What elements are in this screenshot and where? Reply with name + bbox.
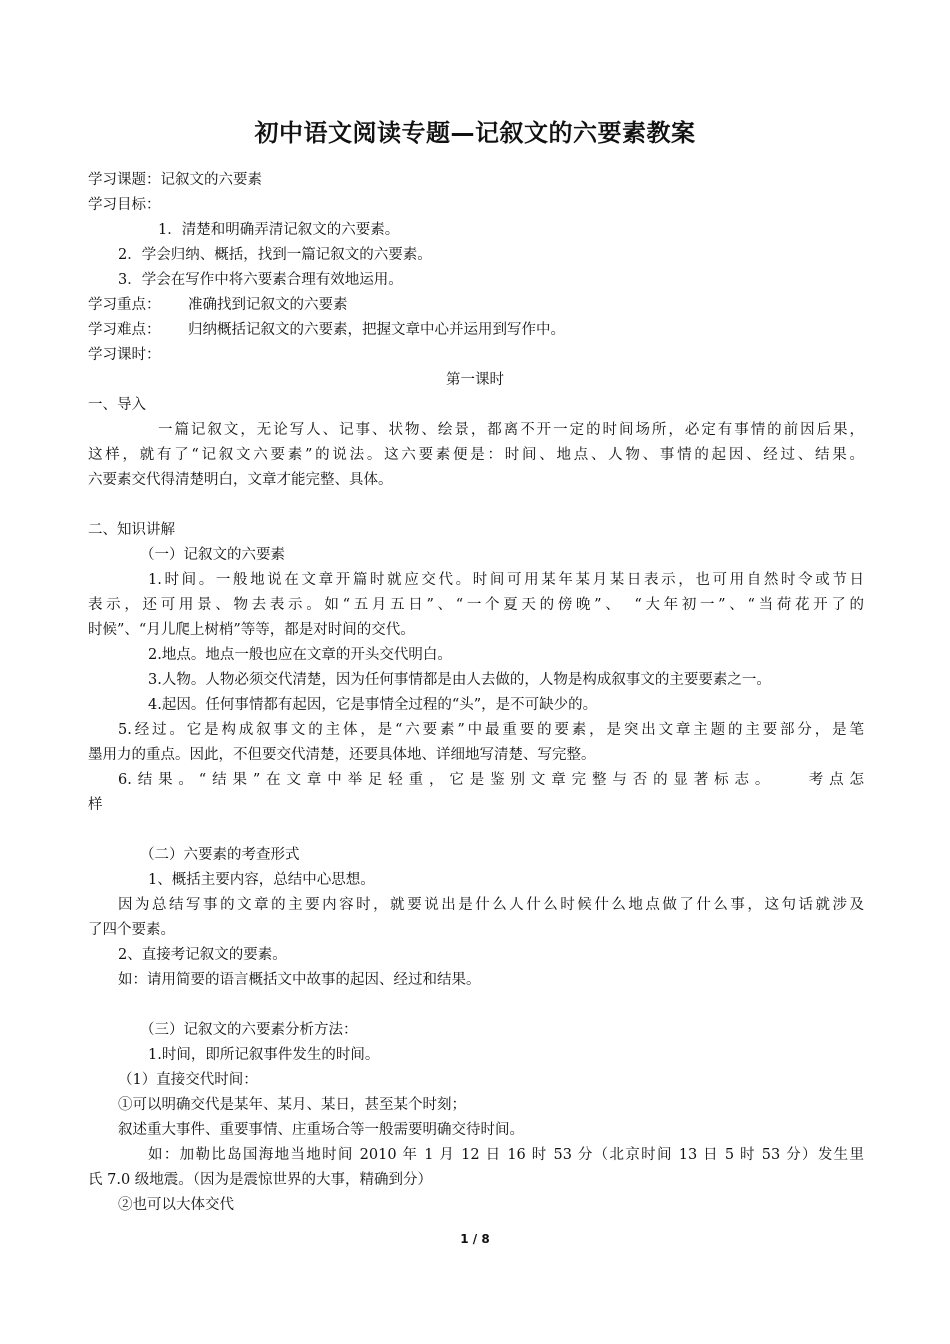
text-line: 2、直接考记叙文的要素。: [118, 947, 287, 963]
document-title: 初中语文阅读专题—记叙文的六要素教案: [254, 119, 696, 147]
text-line: 2．学会归纳、概括，找到一篇记叙文的六要素。: [118, 247, 432, 263]
text-line: 如：请用简要的语言概括文中故事的起因、经过和结果。: [118, 972, 481, 988]
subsection-heading: （三）记叙文的六要素分析方法：: [140, 1022, 358, 1038]
section-heading: 一、导入: [88, 397, 146, 413]
difficulty-line: [88, 320, 565, 340]
text-line: 时候”、“月儿爬上树梢”等等，都是对时间的交代。: [88, 622, 415, 638]
text-line: 1．清楚和明确弄清记叙文的六要素。: [158, 222, 400, 238]
text-line: 1.时间，即所记叙事件发生的时间。: [148, 1047, 380, 1063]
text-line: 氏 7.0 级地震。（因为是震惊世界的大事，精确到分）: [88, 1172, 433, 1188]
text-line: 1、概括主要内容，总结中心思想。: [148, 872, 375, 888]
text-line: 墨用力的重点。因此，不但要交代清楚，还要具体地、详细地写清楚、写完整。: [88, 747, 596, 763]
text-line: 样: [88, 797, 103, 813]
text-line: 2.地点。地点一般也应在文章的开头交代明白。: [148, 647, 452, 663]
text-line: 叙述重大事件、重要事情、庄重场合等一般需要明确交待时间。: [118, 1122, 524, 1138]
text-line: 学习课时：: [88, 347, 161, 363]
text-line: 1.时间。一般地说在文章开篇时就应交代。时间可用某年某月某日表示，也可用自然时令或节日: [148, 572, 864, 588]
text-line: 一篇记叙文，无论写人、记事、状物、绘景，都离不开一定的时间场所，必定有事情的前因后果，: [158, 422, 864, 438]
text-line: 表示，还可用景、物去表示。如“五月五日”、“一个夏天的傍晚”、 “大年初一”、“当荷花开了的: [88, 597, 864, 613]
text-line: （1）直接交代时间：: [118, 1072, 258, 1088]
text-line: 学习目标：: [88, 197, 161, 213]
text-line: 6.结果。“结果”在文章中举足轻重，它是鉴别文章完整与否的显著标志。 考点怎: [118, 772, 864, 788]
text-line: 六要素交代得清楚明白，文章才能完整、具体。: [88, 472, 393, 488]
page-number: 1 / 8: [460, 1232, 490, 1246]
section-lesson-heading: 第一课时: [446, 372, 504, 388]
text-line: 3．学会在写作中将六要素合理有效地运用。: [118, 272, 403, 288]
key-point-text: 准确找到记叙文的六要素: [188, 297, 348, 313]
text-line: 5.经过。它是构成叙事文的主体，是“六要素”中最重要的要素，是突出文章主题的主要部分，是笔: [118, 722, 864, 738]
text-line: 学习课题：记叙文的六要素: [88, 172, 262, 188]
difficulty-label: 学习难点：: [88, 322, 161, 338]
text-line: ②也可以大体交代: [118, 1197, 234, 1213]
difficulty-text: 归纳概括记叙文的六要素，把握文章中心并运用到写作中。: [188, 322, 565, 338]
subsection-heading: （二）六要素的考查形式: [140, 847, 300, 863]
subsection-heading: （一）记叙文的六要素: [140, 547, 285, 563]
text-line: 如：加勒比岛国海地当地时间 2010 年 1 月 12 日 16 时 53 分（北京时间 13 日 5 时 53 分）发生里: [148, 1147, 864, 1163]
text-line: ①可以明确交代是某年、某月、某日，甚至某个时刻；: [118, 1097, 466, 1113]
key-point-line: [88, 295, 348, 315]
section-heading: 二、知识讲解: [88, 522, 175, 538]
text-line: 4.起因。任何事情都有起因，它是事情全过程的“头”，是不可缺少的。: [148, 697, 598, 713]
text-line: 这样，就有了“记叙文六要素”的说法。这六要素便是：时间、地点、人物、事情的起因、经过、结果。: [88, 447, 864, 463]
text-line: 了四个要素。: [88, 922, 175, 938]
text-line: 因为总结写事的文章的主要内容时，就要说出是什么人什么时候什么地点做了什么事，这句话就涉及: [118, 897, 864, 913]
key-point-label: 学习重点：: [88, 297, 161, 313]
text-line: 3.人物。人物必须交代清楚，因为任何事情都是由人去做的，人物是构成叙事文的主要要素之一。: [148, 672, 771, 688]
